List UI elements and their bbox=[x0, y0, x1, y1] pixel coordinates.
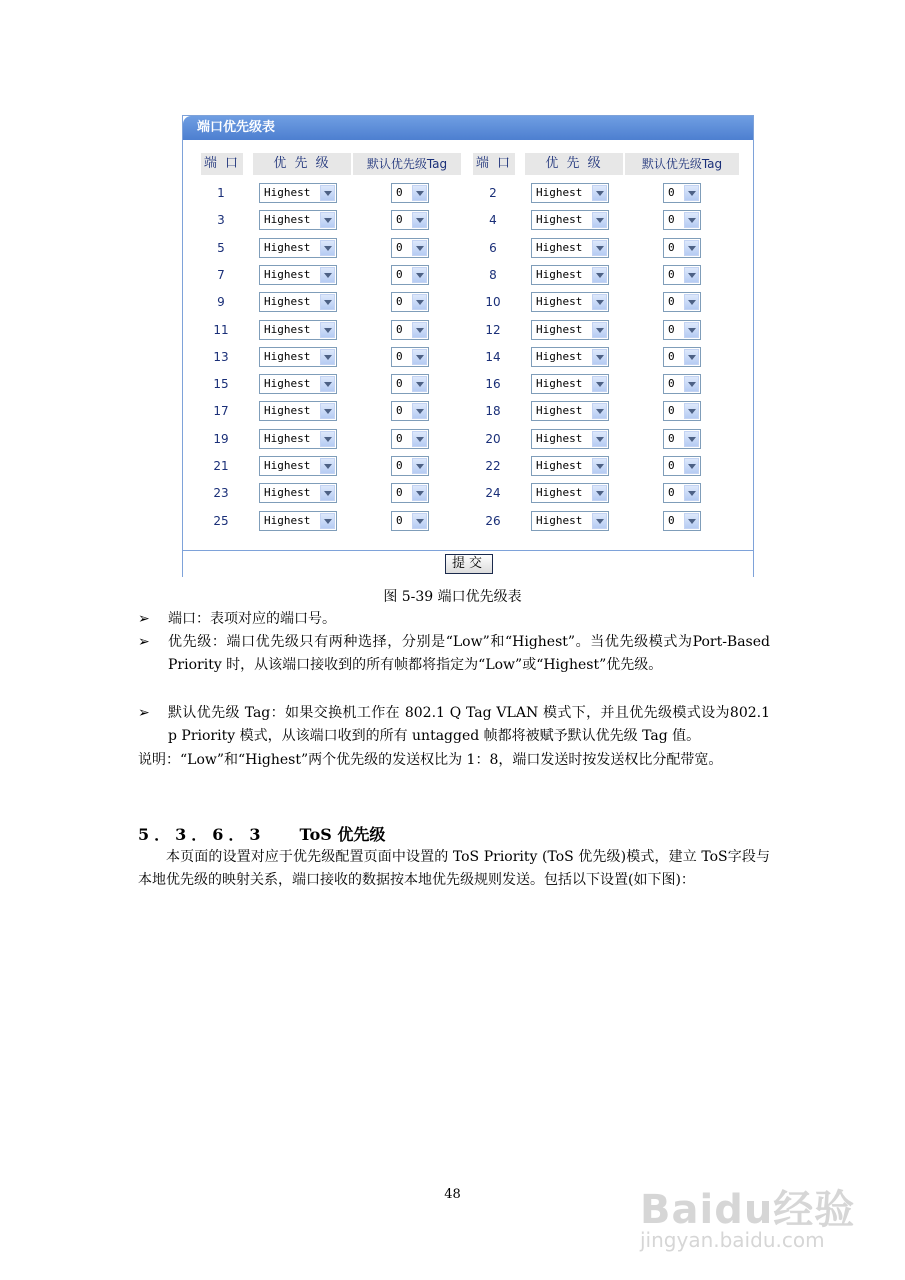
tag-select-value: 0 bbox=[396, 268, 403, 281]
chevron-down-icon[interactable] bbox=[412, 431, 427, 447]
port-number: 6 bbox=[489, 241, 497, 255]
chevron-down-icon[interactable] bbox=[592, 349, 607, 365]
tag-select[interactable] bbox=[391, 401, 429, 421]
tag-select[interactable] bbox=[391, 210, 429, 230]
tag-select[interactable] bbox=[391, 265, 429, 285]
priority-select[interactable] bbox=[259, 456, 337, 476]
chevron-down-icon[interactable] bbox=[592, 185, 607, 201]
tag-select-value: 0 bbox=[396, 323, 403, 336]
bullet-item bbox=[138, 631, 770, 701]
priority-select[interactable] bbox=[259, 292, 337, 312]
section-number: 5．3．6．3 bbox=[138, 825, 266, 844]
tag-select-value: 0 bbox=[396, 486, 403, 499]
chevron-down-icon[interactable] bbox=[412, 240, 427, 256]
header-tag-left: 默认优先级Tag bbox=[353, 153, 461, 175]
priority-select[interactable] bbox=[531, 265, 609, 285]
priority-select-value: Highest bbox=[536, 323, 583, 336]
chevron-down-icon[interactable] bbox=[412, 212, 427, 228]
bullet-arrow-icon: ➢ bbox=[138, 705, 150, 721]
tag-select-value: 0 bbox=[668, 241, 675, 254]
priority-select[interactable] bbox=[531, 374, 609, 394]
bullet-text: 端口：表项对应的端口号。 bbox=[168, 611, 336, 627]
priority-select[interactable] bbox=[531, 210, 609, 230]
priority-select-value: Highest bbox=[264, 268, 311, 281]
priority-select-value: Highest bbox=[264, 213, 311, 226]
chevron-down-icon[interactable] bbox=[684, 458, 699, 474]
port-number: 2 bbox=[489, 186, 497, 200]
header-tag-right: 默认优先级Tag bbox=[625, 153, 739, 175]
tag-select[interactable] bbox=[663, 265, 701, 285]
port-number: 5 bbox=[217, 241, 225, 255]
chevron-down-icon[interactable] bbox=[684, 349, 699, 365]
priority-select[interactable] bbox=[531, 238, 609, 258]
priority-select[interactable] bbox=[531, 401, 609, 421]
chevron-down-icon[interactable] bbox=[684, 513, 699, 529]
tag-select-value: 0 bbox=[668, 459, 675, 472]
priority-select[interactable] bbox=[259, 265, 337, 285]
tag-select[interactable] bbox=[663, 320, 701, 340]
tag-select-value: 0 bbox=[668, 514, 675, 527]
tag-select[interactable] bbox=[391, 511, 429, 531]
chevron-down-icon[interactable] bbox=[592, 458, 607, 474]
priority-select-value: Highest bbox=[536, 213, 583, 226]
port-number: 24 bbox=[485, 486, 501, 500]
tag-select-value: 0 bbox=[668, 350, 675, 363]
tag-select-value: 0 bbox=[396, 514, 403, 527]
chevron-down-icon[interactable] bbox=[684, 294, 699, 310]
chevron-down-icon[interactable] bbox=[412, 185, 427, 201]
chevron-down-icon[interactable] bbox=[684, 267, 699, 283]
port-number: 1 bbox=[217, 186, 225, 200]
priority-select[interactable] bbox=[259, 183, 337, 203]
bullet-arrow-icon: ➢ bbox=[138, 611, 150, 627]
priority-select-value: Highest bbox=[264, 186, 311, 199]
priority-select-value: Highest bbox=[264, 323, 311, 336]
tag-select[interactable] bbox=[663, 292, 701, 312]
chevron-down-icon[interactable] bbox=[684, 240, 699, 256]
priority-select[interactable] bbox=[531, 183, 609, 203]
port-number: 13 bbox=[213, 350, 229, 364]
priority-select-value: Highest bbox=[536, 459, 583, 472]
priority-select-value: Highest bbox=[536, 268, 583, 281]
chevron-down-icon[interactable] bbox=[684, 431, 699, 447]
chevron-down-icon[interactable] bbox=[592, 294, 607, 310]
header-port-left: 端 口 bbox=[201, 153, 243, 175]
tag-select-value: 0 bbox=[668, 404, 675, 417]
page-number: 48 bbox=[444, 1187, 461, 1202]
chevron-down-icon[interactable] bbox=[320, 349, 335, 365]
port-number: 22 bbox=[485, 459, 501, 473]
chevron-down-icon[interactable] bbox=[412, 403, 427, 419]
tag-select[interactable] bbox=[663, 183, 701, 203]
port-number: 11 bbox=[213, 323, 229, 337]
tag-select-value: 0 bbox=[668, 377, 675, 390]
tag-select-value: 0 bbox=[396, 459, 403, 472]
note-paragraph: 说明：“Low”和“Highest”两个优先级的发送权比为 1：8，端口发送时按发送权比分配带宽。 bbox=[138, 752, 723, 768]
chevron-down-icon[interactable] bbox=[684, 403, 699, 419]
priority-select-value: Highest bbox=[536, 486, 583, 499]
tag-select-value: 0 bbox=[396, 350, 403, 363]
priority-table bbox=[183, 140, 753, 550]
port-number: 7 bbox=[217, 268, 225, 282]
priority-select[interactable] bbox=[259, 401, 337, 421]
tag-select-value: 0 bbox=[396, 186, 403, 199]
priority-select-value: Highest bbox=[264, 514, 311, 527]
port-number: 9 bbox=[217, 295, 225, 309]
priority-select[interactable] bbox=[259, 320, 337, 340]
chevron-down-icon[interactable] bbox=[412, 267, 427, 283]
port-number: 25 bbox=[213, 514, 229, 528]
port-number: 4 bbox=[489, 213, 497, 227]
tag-select[interactable] bbox=[663, 511, 701, 531]
submit-row bbox=[183, 550, 753, 579]
chevron-down-icon[interactable] bbox=[320, 485, 335, 501]
submit-button[interactable]: 提交 bbox=[445, 554, 493, 574]
port-number: 19 bbox=[213, 432, 229, 446]
priority-select[interactable] bbox=[531, 456, 609, 476]
port-number: 26 bbox=[485, 514, 501, 528]
chevron-down-icon[interactable] bbox=[592, 376, 607, 392]
tag-select-value: 0 bbox=[396, 404, 403, 417]
bullet-item bbox=[138, 702, 770, 750]
chevron-down-icon[interactable] bbox=[412, 294, 427, 310]
priority-select-value: Highest bbox=[536, 186, 583, 199]
tag-select-value: 0 bbox=[668, 432, 675, 445]
priority-select[interactable] bbox=[259, 483, 337, 503]
chevron-down-icon[interactable] bbox=[592, 267, 607, 283]
tag-select-value: 0 bbox=[396, 432, 403, 445]
priority-select[interactable] bbox=[259, 511, 337, 531]
tag-select[interactable] bbox=[663, 347, 701, 367]
tag-select[interactable] bbox=[663, 429, 701, 449]
tag-select[interactable] bbox=[391, 456, 429, 476]
tag-select-value: 0 bbox=[668, 268, 675, 281]
header-priority-right: 优 先 级 bbox=[525, 153, 623, 175]
figure-caption: 图 5-39 端口优先级表 bbox=[383, 589, 522, 605]
chevron-down-icon[interactable] bbox=[412, 376, 427, 392]
chevron-down-icon[interactable] bbox=[592, 513, 607, 529]
tag-select[interactable] bbox=[391, 292, 429, 312]
tag-select-value: 0 bbox=[668, 323, 675, 336]
chevron-down-icon[interactable] bbox=[320, 458, 335, 474]
watermark-url: jingyan.baidu.com bbox=[640, 1228, 825, 1252]
chevron-down-icon[interactable] bbox=[412, 485, 427, 501]
chevron-down-icon[interactable] bbox=[320, 403, 335, 419]
watermark bbox=[640, 1140, 860, 1260]
priority-select[interactable] bbox=[259, 374, 337, 394]
chevron-down-icon[interactable] bbox=[592, 240, 607, 256]
chevron-down-icon[interactable] bbox=[320, 513, 335, 529]
chevron-down-icon[interactable] bbox=[684, 376, 699, 392]
priority-select-value: Highest bbox=[264, 241, 311, 254]
priority-select-value: Highest bbox=[536, 295, 583, 308]
priority-select[interactable] bbox=[531, 429, 609, 449]
tag-select[interactable] bbox=[663, 456, 701, 476]
tag-select[interactable] bbox=[391, 347, 429, 367]
port-number: 15 bbox=[213, 377, 229, 391]
port-number: 23 bbox=[213, 486, 229, 500]
port-number: 3 bbox=[217, 213, 225, 227]
port-priority-panel bbox=[182, 115, 754, 577]
tag-select[interactable] bbox=[663, 401, 701, 421]
tag-select-value: 0 bbox=[668, 486, 675, 499]
priority-select[interactable] bbox=[531, 483, 609, 503]
chevron-down-icon[interactable] bbox=[320, 431, 335, 447]
chevron-down-icon[interactable] bbox=[320, 212, 335, 228]
priority-select-value: Highest bbox=[536, 432, 583, 445]
port-number: 12 bbox=[485, 323, 501, 337]
priority-select-value: Highest bbox=[536, 377, 583, 390]
tag-select-value: 0 bbox=[396, 377, 403, 390]
tag-select[interactable] bbox=[391, 483, 429, 503]
body-paragraph: 本页面的设置对应于优先级配置页面中设置的 ToS Priority (ToS 优先级)模式，建立 ToS字段与本地优先级的映射关系，端口接收的数据按本地优先级规则发送。包括以下设置(如下图)： bbox=[138, 849, 770, 888]
priority-select[interactable] bbox=[259, 347, 337, 367]
header-port-right: 端 口 bbox=[473, 153, 515, 175]
section-title: ToS 优先级 bbox=[299, 825, 386, 844]
bullet-arrow-icon: ➢ bbox=[138, 634, 150, 650]
chevron-down-icon[interactable] bbox=[592, 485, 607, 501]
priority-select-value: Highest bbox=[264, 350, 311, 363]
tag-select[interactable] bbox=[391, 238, 429, 258]
bullet-text: 优先级：端口优先级只有两种选择，分别是“Low”和“Highest”。当优先级模式为Port-Based Priority 时，从该端口接收到的所有帧都将指定为“Low”或“Highest”优先级。 bbox=[168, 634, 770, 673]
tag-select-value: 0 bbox=[396, 241, 403, 254]
priority-select-value: Highest bbox=[536, 514, 583, 527]
tag-select[interactable] bbox=[663, 238, 701, 258]
tag-select-value: 0 bbox=[668, 295, 675, 308]
tag-select[interactable] bbox=[391, 374, 429, 394]
chevron-down-icon[interactable] bbox=[592, 322, 607, 338]
section-heading bbox=[138, 822, 385, 845]
priority-select-value: Highest bbox=[264, 377, 311, 390]
chevron-down-icon[interactable] bbox=[412, 322, 427, 338]
priority-select-value: Highest bbox=[536, 241, 583, 254]
chevron-down-icon[interactable] bbox=[320, 376, 335, 392]
tag-select-value: 0 bbox=[396, 213, 403, 226]
priority-select[interactable] bbox=[259, 429, 337, 449]
header-priority-left: 优 先 级 bbox=[253, 153, 351, 175]
priority-select[interactable] bbox=[259, 238, 337, 258]
priority-select-value: Highest bbox=[264, 295, 311, 308]
priority-select-value: Highest bbox=[264, 404, 311, 417]
priority-select-value: Highest bbox=[264, 486, 311, 499]
port-number: 20 bbox=[485, 432, 501, 446]
tag-select-value: 0 bbox=[668, 213, 675, 226]
watermark-logo: Baidu经验 bbox=[640, 1187, 856, 1233]
priority-select[interactable] bbox=[531, 347, 609, 367]
tag-select[interactable] bbox=[391, 320, 429, 340]
tag-select-value: 0 bbox=[396, 295, 403, 308]
chevron-down-icon[interactable] bbox=[684, 185, 699, 201]
port-number: 10 bbox=[485, 295, 501, 309]
chevron-down-icon[interactable] bbox=[320, 267, 335, 283]
chevron-down-icon[interactable] bbox=[412, 513, 427, 529]
chevron-down-icon[interactable] bbox=[320, 185, 335, 201]
priority-select-value: Highest bbox=[264, 432, 311, 445]
chevron-down-icon[interactable] bbox=[684, 212, 699, 228]
chevron-down-icon[interactable] bbox=[412, 349, 427, 365]
tag-select[interactable] bbox=[663, 374, 701, 394]
port-number: 18 bbox=[485, 404, 501, 418]
tag-select[interactable] bbox=[391, 183, 429, 203]
port-number: 8 bbox=[489, 268, 497, 282]
priority-select[interactable] bbox=[531, 511, 609, 531]
chevron-down-icon[interactable] bbox=[412, 458, 427, 474]
chevron-down-icon[interactable] bbox=[684, 485, 699, 501]
priority-select[interactable] bbox=[259, 210, 337, 230]
chevron-down-icon[interactable] bbox=[320, 322, 335, 338]
chevron-down-icon[interactable] bbox=[684, 322, 699, 338]
priority-select[interactable] bbox=[531, 292, 609, 312]
bullet-item bbox=[138, 608, 770, 632]
tag-select[interactable] bbox=[663, 210, 701, 230]
chevron-down-icon[interactable] bbox=[592, 212, 607, 228]
panel-title: 端口优先级表 bbox=[183, 116, 753, 140]
priority-select-value: Highest bbox=[536, 404, 583, 417]
tag-select-value: 0 bbox=[668, 186, 675, 199]
chevron-down-icon[interactable] bbox=[320, 294, 335, 310]
priority-select[interactable] bbox=[531, 320, 609, 340]
chevron-down-icon[interactable] bbox=[592, 431, 607, 447]
tag-select[interactable] bbox=[663, 483, 701, 503]
port-number: 17 bbox=[213, 404, 229, 418]
chevron-down-icon[interactable] bbox=[592, 403, 607, 419]
port-number: 14 bbox=[485, 350, 501, 364]
bullet-text: 默认优先级 Tag：如果交换机工作在 802.1 Q Tag VLAN 模式下，并且优先级模式设为802.1 p Priority 模式，从该端口收到的所有 untagged 帧都将被赋予默认优先级 Tag 值。 bbox=[168, 705, 770, 744]
port-number: 16 bbox=[485, 377, 501, 391]
chevron-down-icon[interactable] bbox=[320, 240, 335, 256]
priority-select-value: Highest bbox=[536, 350, 583, 363]
tag-select[interactable] bbox=[391, 429, 429, 449]
port-number: 21 bbox=[213, 459, 229, 473]
priority-select-value: Highest bbox=[264, 459, 311, 472]
